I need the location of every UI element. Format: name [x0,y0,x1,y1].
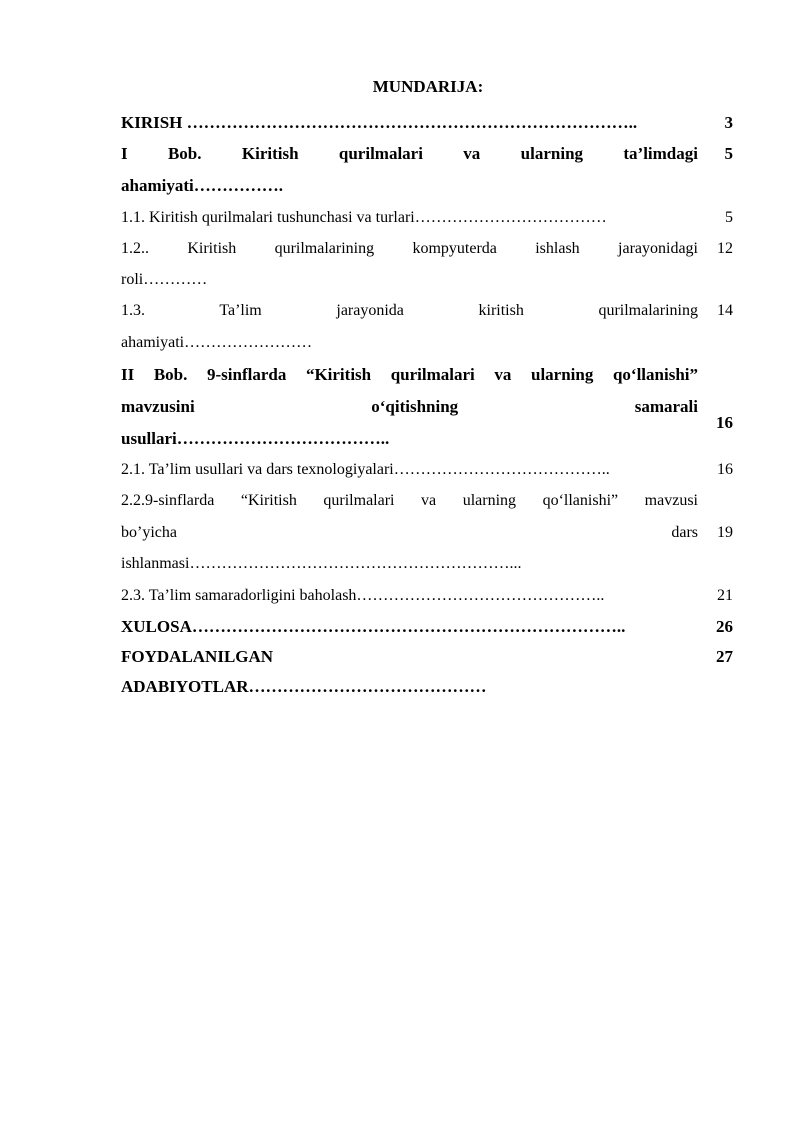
toc-entry-text: XULOSA………………………………………………………………….. [121,616,626,636]
toc-title: MUNDARIJA: [372,77,484,96]
toc-entry-line: ADABIYOTLAR…………………………………… [121,676,487,696]
toc-entry-line: mavzusini o‘qitishning samarali [121,397,698,416]
toc-entry-text [121,485,698,580]
toc-entry-line: 1.2.. Kiritish qurilmalarining kompyuterda ishlash jarayonidagi [121,240,698,257]
toc-entry-2-1 [121,455,733,485]
toc-entry-page: 12 [717,240,733,257]
toc-entry-page: 16 [717,461,733,478]
toc-entry-line: I Bob. Kiritish qurilmalari va ularning ta’limdagi [121,144,698,163]
toc-entry-line: FOYDALANILGAN [121,646,274,666]
toc-entry-chapter-2 [121,359,733,455]
toc-entry-page: 27 [716,646,733,666]
toc-entry-page: 5 [725,209,733,226]
toc-entry-text [121,359,698,455]
toc-entry-line: bo’yicha dars [121,523,698,541]
toc-entry-text: 1.1. Kiritish qurilmalari tushunchasi va turlari……………………………… [121,209,607,226]
table-of-contents-page [121,76,733,702]
toc-entry-line: 2.2.9-sinflarda “Kiritish qurilmalari va ularning qo‘llanishi” mavzusi [121,492,698,509]
toc-entry-page: 14 [717,302,733,319]
toc-entry-chapter-1 [121,138,733,202]
toc-table [121,108,733,702]
toc-entry-page: 21 [717,586,733,604]
toc-entry-text: KIRISH …………………………………………………………………….. [121,113,638,132]
toc-entry-line: ahamiyati……………. [121,176,283,195]
toc-entry-1-2 [121,233,733,295]
toc-entry-1-1 [121,202,733,233]
toc-entry-line: roli………… [121,271,208,288]
toc-entry-2-3 [121,580,733,611]
toc-entry-line: ishlanmasi……………………………………………………... [121,555,522,572]
toc-entry-text [121,138,698,202]
toc-entry-2-2 [121,485,733,580]
toc-entry-text: 2.1. Ta’lim usullari va dars texnologiyalari………………………………….. [121,461,610,478]
toc-entry-page: 19 [717,523,733,541]
toc-entry-text [121,642,698,702]
toc-entry-page: 16 [716,413,733,432]
toc-entry-bibliography [121,642,733,702]
toc-entry-line: usullari……………………………….. [121,429,390,448]
toc-entry-page: 3 [724,113,733,132]
toc-entry-kirish [121,108,733,138]
toc-entry-line: ahamiyati…………………… [121,334,313,351]
toc-entry-line: 1.3. Ta’lim jarayonida kiritish qurilmalarining [121,302,698,319]
toc-entry-line: II Bob. 9-sinflarda “Kiritish qurilmalari va ularning qo‘llanishi” [121,365,698,384]
toc-entry-1-3 [121,295,733,359]
toc-entry-xulosa [121,611,733,642]
toc-entry-page: 5 [724,144,733,163]
toc-entry-text: 2.3. Ta’lim samaradorligini baholash……………………………………….. [121,586,605,604]
toc-entry-text [121,295,698,359]
toc-entry-text [121,233,698,295]
toc-entry-page: 26 [716,616,733,636]
